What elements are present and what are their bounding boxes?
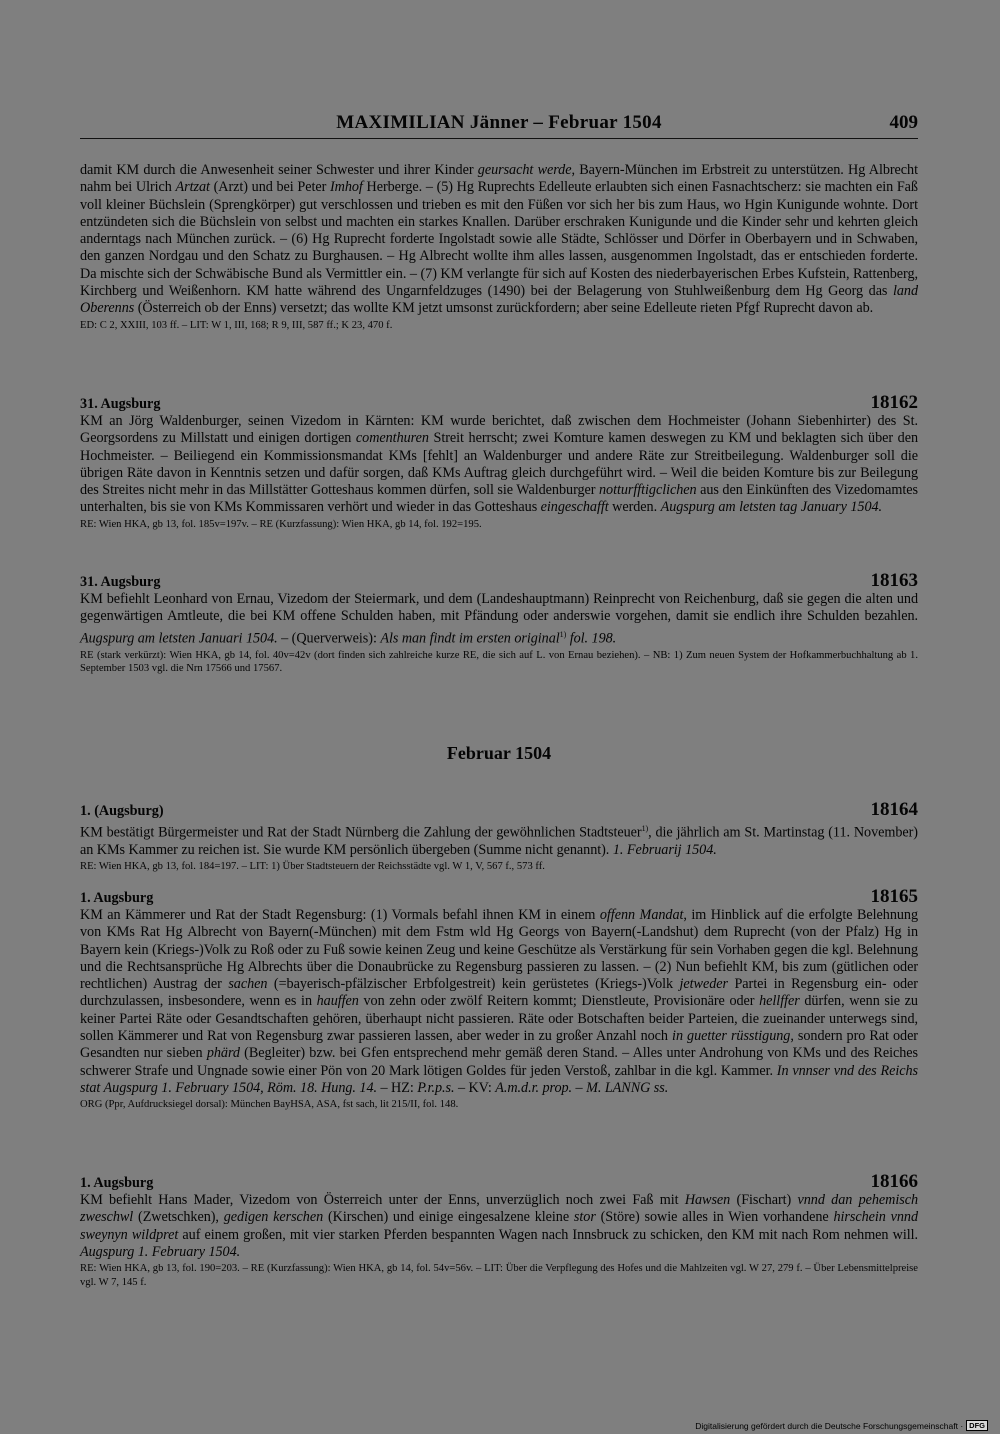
text-run: KM bestätigt Bürgermeister und Rat der Stadt Nürnberg die Zahlung der gewöhnlichen Stadtsteuer bbox=[80, 824, 642, 841]
italic-quote: Augspurg am letsten Januari 1504. bbox=[80, 630, 278, 647]
italic-quote: Augspurg 1. February 1504. bbox=[80, 1243, 241, 1260]
text-run: dürfen, wenn sie zu keiner Partei Räte oder Gesandtschaften gehören, überhaupt nicht passieren. Räte oder Botschaften beider Parteien, die zueinander unterwegs sind, sollen Kämmerer und Rat von Regensburg zwar passieren lassen, aber weder in zu großer Anzahl noch bbox=[80, 993, 918, 1045]
footer-text: Digitalisierung gefördert durch die Deutsche Forschungsgemeinschaft · bbox=[695, 1420, 964, 1431]
intro-source: ED: C 2, XXIII, 103 ff. – LIT: W 1, III, 168; R 9, III, 587 ff.; K 23, 470 f. bbox=[80, 319, 393, 331]
entry-text bbox=[80, 1192, 918, 1261]
italic-quote: hellffer bbox=[759, 993, 800, 1010]
footnote-ref: 1) bbox=[559, 629, 567, 639]
text-run: (Arzt) und bei Peter bbox=[209, 179, 330, 196]
text-run: (=bayerisch-pfälzischer Erbfolgestreit) kein gerüstetes (Kriegs-)Volk bbox=[267, 976, 680, 993]
entry-number: 18163 bbox=[870, 570, 918, 591]
italic-quote: fol. 198. bbox=[566, 630, 617, 647]
entry-number: 18165 bbox=[870, 886, 918, 907]
text-run: Streit herrscht; zwei Komture kamen deswegen zu KM und beklagten sich über den Hochmeister. – Beiliegend ein Kommissionsmandat KMs [fehlt] an Waldenburger und andere Räte zur Streitbeilegung. Waldenburger soll die übrigen Räte davon in Kenntnis setzen und dafür sorgen, daß KMs Auftrag gleich durchgeführt wird. – Weil die beiden Komture bis zur Beilegung des Streites nicht mehr in das Millstätter Gotteshaus kommen dürfen, soll sie Waldenburger bbox=[80, 430, 918, 499]
italic-quote: in guetter rüsstigung bbox=[672, 1028, 791, 1045]
italic-quote: stor bbox=[573, 1209, 596, 1226]
text-run: Partei in Regensburg ein- oder durchzulassen, insbesondere, wenn es in bbox=[80, 976, 918, 1010]
entry-18165 bbox=[80, 886, 918, 1112]
italic-quote: hirschein vnnd sweynyn wildpret bbox=[80, 1209, 919, 1243]
text-run: von zehn oder zwölf Reitern kommt; Dienstleute, Provisionäre oder bbox=[358, 993, 760, 1010]
text-run: , im Hinblick auf die erfolgte Belehnung von KMs Rat Hg Albrecht von Bayern(-München) mit dem Fstm wld Hg Georgs von Bayern(-Landshut) dem Ruprecht (von der Pfalz) Hg in Bayern kein (Kriegs-)Volk zu Roß oder zu Fuß sowie keinen Zeug und keine Geschütze als Verstärkung für sein Vorhaben gegen die kgl. Belehnung und die Rechtsansprüche Hg Albrechts über die Donaubrücke zu Regensburg passieren zu lassen. – (2) Nun befiehlt KM, bis zum (gütlichen oder rechtlichen) Austrag der bbox=[80, 907, 918, 993]
intro-text bbox=[80, 162, 918, 318]
italic-quote: Artzat bbox=[175, 179, 210, 196]
entry-18163 bbox=[80, 570, 918, 676]
italic-quote: In vnnser vnd des Reichs stat Augspurg 1. February 1504, Röm. 18. Hung. 14. bbox=[80, 1062, 918, 1096]
text-run: – KV: bbox=[454, 1079, 496, 1096]
entry-date: 1. Augsburg bbox=[80, 890, 154, 906]
italic-quote: hauffen bbox=[316, 993, 359, 1010]
italic-quote: geursacht werde bbox=[477, 162, 572, 178]
italic-quote: Augspurg am letsten tag January 1504. bbox=[660, 499, 883, 516]
text-run: (Zwetschken), bbox=[133, 1209, 224, 1226]
section-title: Februar 1504 bbox=[446, 743, 552, 763]
dfg-logo: DFG bbox=[966, 1420, 988, 1431]
entry-source: ORG (Ppr, Aufdrucksiegel dorsal): München BayHSA, ASA, fst sach, lit 215/II, fol. 148. bbox=[80, 1099, 459, 1111]
entry-number: 18164 bbox=[870, 799, 918, 820]
text-run: (Begleiter) bzw. bei Gfen entsprechend mehr gemäß deren Stand. – Alles unter Androhung von KMs und des Reiches schwerer Strafe und Ungnade sowie einer Pön von 20 Mark lötigen Goldes für jeden Verstoß, zahlbar in die kgl. Kammer. bbox=[80, 1045, 918, 1079]
text-run: KM an Jörg Waldenburger, seinen Vizedom in Kärnten: KM wurde berichtet, daß zwischen dem Hochmeister (Johann Siebenhirter) des St. Georgsordens zu Millstatt und einigen dortigen bbox=[80, 413, 918, 447]
entry-text bbox=[80, 413, 918, 517]
text-run: (Kirschen) und einige eingesalzene kleine bbox=[323, 1209, 574, 1226]
italic-quote: 1. Februarij 1504. bbox=[612, 842, 717, 859]
italic-quote: sachen bbox=[228, 976, 268, 993]
entry-number: 18166 bbox=[870, 1171, 918, 1192]
text-run: aus den Einkünften des Vizedomamtes unterhalten, bis sie von KMs Kommissaren verhört und wieder in das Gotteshaus bbox=[80, 482, 918, 516]
italic-quote: notturfftigclichen bbox=[598, 482, 697, 499]
text-run: (Österreich ob der Enns) versetzt; das wollte KM jetzt umsonst zurückfordern; aber seine Edelleute rieten Pfgf Ruprecht davon ab. bbox=[134, 300, 874, 317]
text-run: Herberge. – (5) Hg Ruprechts Edelleute erlaubten sich einen Fasnachtscherz: sie machten ein Faß voll kleiner Büchslein (Sprengkörper) gut verschlossen und trieben es mit den Füßen vor sich her bis zum Haus, wo Hgin Kunigunde wohnte. Dort entzündeten sich die Büchslein von selbst und machten ein starkes Knallen. Darüber erschraken Kunigunde und die Kinder sehr und kehrten gleich anderntags nach München zurück. – (6) Hg Ruprecht forderte Ingolstadt sowie alle Städte, Schlösser und Dörfer in Oberbayern und in Schwaben, den ganzen Nordgau und den Schatz zu Burghausen. – Hg Albrecht wollte ihm alles lassen, ausgenommen Ingolstadt, das er entschieden forderte. Da mischte sich der Schwäbische Bund als Vermittler ein. – (7) KM verlangte für sich auf Kosten des niederbayerischen Erbes Kufstein, Rattenberg, Kirchberg und Weißenhorn. KM hatte während des Ungarnfeldzuges (1490) bei der Belagerung von Stuhlweißenburg dem Hg Georg das bbox=[80, 179, 918, 300]
text-run: – HZ: bbox=[377, 1079, 418, 1096]
entry-date: 1. (Augsburg) bbox=[80, 803, 164, 819]
entry-18162 bbox=[80, 392, 918, 531]
entry-date: 1. Augsburg bbox=[80, 1175, 154, 1191]
italic-quote: jetweder bbox=[679, 976, 728, 993]
entry-source: RE (stark verkürzt): Wien HKA, gb 14, fol. 40v=42v (dort finden sich zahlreiche kurze RE, die sich auf L. von Ernau beziehen). – NB: 1) Zum neuen System der Hofkammerbuchhaltung ab 1. September 1503 vgl. die Nrn 17566 und 17567. bbox=[80, 649, 918, 675]
italic-quote: vnnd dan pehemisch zweschwl bbox=[80, 1192, 919, 1226]
footer-credit bbox=[695, 1420, 988, 1431]
entry-18164 bbox=[80, 799, 918, 874]
italic-quote: eingeschafft bbox=[540, 499, 609, 516]
italic-quote: comenthuren bbox=[355, 430, 429, 447]
text-run: damit KM durch die Anwesenheit seiner Schwester und ihrer Kinder bbox=[80, 162, 478, 178]
italic-quote: Imhof bbox=[329, 179, 363, 196]
entry-source: RE: Wien HKA, gb 13, fol. 184=197. – LIT: 1) Über Stadtsteuern der Reichsstädte vgl. W 1, V, 567 f., 573 ff. bbox=[80, 861, 545, 873]
text-run: KM befiehlt Hans Mader, Vizedom von Österreich unter der Enns, unverzüglich noch zwei Faß mit bbox=[80, 1192, 685, 1208]
entry-number: 18162 bbox=[870, 392, 918, 413]
running-title: MAXIMILIAN Jänner – Februar 1504 bbox=[336, 112, 662, 133]
italic-quote: gedigen kerschen bbox=[223, 1209, 324, 1226]
entry-date: 31. Augsburg bbox=[80, 396, 161, 412]
text-run: , sondern pro Rat oder Gesandten nur sieben bbox=[80, 1028, 918, 1062]
text-run: KM an Kämmerer und Rat der Stadt Regensburg: (1) Vormals befahl ihnen KM in einem bbox=[80, 907, 600, 923]
entry-text bbox=[80, 591, 918, 648]
italic-quote: P.r.p.s. bbox=[417, 1079, 455, 1096]
italic-quote: offenn Mandat bbox=[599, 907, 684, 923]
text-run: , Bayern-München im Erbstreit zu unterstützen. Hg Albrecht nahm bei Ulrich bbox=[80, 162, 918, 196]
entry-date: 31. Augsburg bbox=[80, 574, 161, 590]
italic-quote: phärd bbox=[206, 1045, 240, 1062]
italic-quote: Hawsen bbox=[684, 1192, 731, 1208]
text-run: werden. bbox=[608, 499, 661, 516]
text-run: – (Querverweis): bbox=[277, 630, 381, 647]
page-header bbox=[80, 112, 918, 139]
italic-quote: A.m.d.r. prop. – M. LANNG ss. bbox=[495, 1079, 669, 1096]
entry-text bbox=[80, 820, 918, 859]
entry-source: RE: Wien HKA, gb 13, fol. 190=203. – RE (Kurzfassung): Wien HKA, gb 14, fol. 54v=56v. – LIT: Über die Verpflegung des Hofes und die Mahlzeiten vgl. W 27, 279 f. – Über Lebensmittelpreise vgl. W 7, 145 f. bbox=[80, 1263, 918, 1288]
italic-quote: Als man findt im ersten original bbox=[380, 630, 560, 647]
footnote-ref: 1) bbox=[641, 824, 649, 833]
text-run: (Störe) sowie alles in Wien vorhandene bbox=[595, 1209, 834, 1226]
text-run: KM befiehlt Leonhard von Ernau, Vizedom der Steiermark, und dem (Landeshauptmann) Reinprecht von Reichenburg, daß sie gegen die alten und gegenwärtigen Amtleute, die bei KM offene Schulden haben, mit Pfändung oder anderswie vorgehen, damit sie endlich ihre Schulden bezahlen. bbox=[80, 591, 918, 625]
italic-quote: land Oberenns bbox=[80, 283, 918, 317]
intro-block bbox=[80, 162, 918, 332]
entry-text bbox=[80, 907, 918, 1097]
text-run: , die jährlich am St. Martinstag (11. November) an KMs Kammer zu reichen ist. Sie wurde KM persönlich übergeben (Summe nicht genannt). bbox=[80, 824, 918, 859]
text-run: (Fischart) bbox=[730, 1192, 798, 1208]
text-run: auf einem großen, mit vier starken Pferden bespannten Wagen nach Innsbruck zu schicken, den KM mit nach Rom nehmen will. bbox=[178, 1226, 919, 1243]
entry-18166 bbox=[80, 1171, 918, 1289]
page-number: 409 bbox=[889, 112, 918, 133]
entry-source: RE: Wien HKA, gb 13, fol. 185v=197v. – RE (Kurzfassung): Wien HKA, gb 14, fol. 192=195. bbox=[80, 518, 482, 530]
